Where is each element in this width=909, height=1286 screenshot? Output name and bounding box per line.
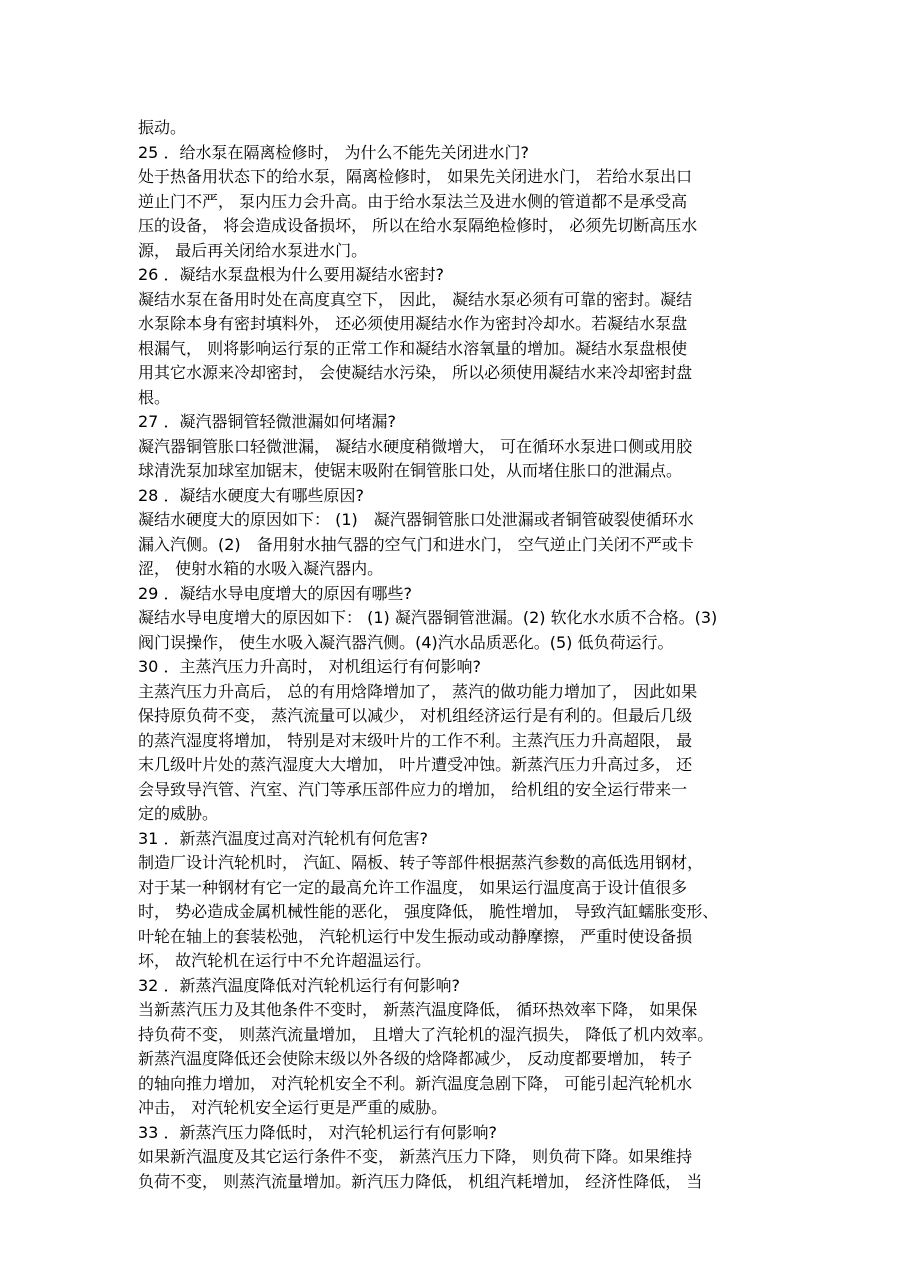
question-heading: 26 ．凝结水泵盘根为什么要用凝结水密封? (138, 265, 444, 284)
text-line: 球清洗泵加球室加锯末，使锯末吸附在铜管胀口处，从而堵住胀口的泄漏点。 (138, 461, 683, 480)
text-line: 凝结水硬度大的原因如下： (1) 凝汽器铜管胀口处泄漏或者铜管破裂使循环水 (138, 510, 694, 529)
question-heading: 28 ．凝结水硬度大有哪些原因? (138, 485, 364, 505)
text-line: 凝汽器铜管胀口轻微泄漏， 凝结水硬度稍微增大， 可在循环水泵进口侧或用胶 (138, 436, 693, 456)
text-line: 主蒸汽压力升高后， 总的有用焓降增加了， 蒸汽的做功能力增加了， 因此如果 (138, 681, 698, 701)
text-line: 末几级叶片处的蒸汽湿度大大增加， 叶片遭受冲蚀。新蒸汽压力升高过多， 还 (138, 755, 693, 774)
question-heading: 29 ．凝结水导电度增大的原因有哪些? (138, 583, 412, 603)
text-line: 时， 势必造成金属机械性能的恶化， 强度降低， 脆性增加， 导致汽缸蠕胀变形、 (138, 902, 719, 921)
question-heading: 27 ．凝汽器铜管轻微泄漏如何堵漏? (138, 412, 396, 431)
text-line: 定的威胁。 (138, 804, 219, 823)
question-heading: 25 ．给水泵在隔离检修时， 为什么不能先关闭进水门? (138, 142, 530, 162)
text-line: 保持原负荷不变， 蒸汽流量可以减少， 对机组经济运行是有利的。但最后几级 (138, 706, 693, 725)
text-line: 制造厂设计汽轮机时， 汽缸、隔板、转子等部件根据蒸汽参数的高低选用钢材， (138, 853, 704, 872)
text-line: 冲击， 对汽轮机安全运行更是严重的威胁。 (138, 1098, 448, 1117)
text-line: 根。 (138, 387, 171, 407)
text-line: 处于热备用状态下的给水泵，隔离检修时， 如果先关闭进水门， 若给水泵出口 (138, 167, 693, 186)
document-page (138, 116, 788, 1194)
text-line: 阀门误操作， 使生水吸入凝汽器汽侧。(4)汽水品质恶化。(5) 低负荷运行。 (138, 632, 674, 652)
text-line: 用其它水源来冷却密封， 会使凝结水污染， 所以必须使用凝结水来冷却密封盘 (138, 363, 693, 382)
question-heading: 31 ．新蒸汽温度过高对汽轮机有何危害? (138, 828, 428, 848)
text-line: 涩， 使射水箱的水吸入凝汽器内。 (138, 559, 384, 578)
text-line: 叶轮在轴上的套装松弛， 汽轮机运行中发生振动或动静摩擦， 严重时使设备损 (138, 926, 693, 946)
text-line: 逆止门不严， 泵内压力会升高。由于给水泵法兰及进水侧的管道都不是承受高 (138, 191, 688, 211)
text-line: 振动。 (138, 118, 187, 137)
text-line: 会导致导汽管、汽室、汽门等承压部件应力的增加， 给机组的安全运行带来一 (138, 779, 688, 799)
text-line: 对于某一种钢材有它一定的最高允许工作温度， 如果运行温度高于设计值很多 (138, 877, 688, 897)
question-heading: 32 ．新蒸汽温度降低对汽轮机运行有何影响? (138, 975, 460, 995)
text-line: 持负荷不变， 则蒸汽流量增加， 且增大了汽轮机的湿汽损失， 降低了机内效率。 (138, 1024, 714, 1044)
text-line: 新蒸汽温度降低还会使除末级以外各级的焓降都减少， 反动度都要增加， 转子 (138, 1049, 693, 1068)
text-line: 如果新汽温度及其它运行条件不变， 新蒸汽压力下降， 则负荷下降。如果维持 (138, 1147, 693, 1166)
text-line: 的蒸汽湿度将增加， 特别是对末级叶片的工作不利。主蒸汽压力升高超限， 最 (138, 730, 693, 750)
question-heading: 30 ．主蒸汽压力升高时， 对机组运行有何影响? (138, 657, 482, 676)
text-line: 坏， 故汽轮机在运行中不允许超温运行。 (138, 951, 432, 970)
text-line: 源， 最后再关闭给水泵进水门。 (138, 240, 368, 260)
text-line: 凝结水导电度增大的原因如下： (1) 凝汽器铜管泄漏。(2) 软化水水质不合格。(3) (138, 608, 718, 627)
text-line: 水泵除本身有密封填料外， 还必须使用凝结水作为密封冷却水。若凝结水泵盘 (138, 314, 688, 333)
text-line: 漏入汽侧。(2) 备用射水抽气器的空气门和进水门， 空气逆止门关闭不严或卡 (138, 534, 694, 554)
question-heading: 33 ．新蒸汽压力降低时， 对汽轮机运行有何影响? (138, 1122, 498, 1142)
text-line: 压的设备， 将会造成设备损坏， 所以在给水泵隔绝检修时， 必须先切断高压水 (138, 216, 698, 235)
text-line: 的轴向推力增加， 对汽轮机安全不利。新汽温度急剧下降， 可能引起汽轮机水 (138, 1073, 693, 1093)
text-line: 凝结水泵在备用时处在高度真空下， 因此， 凝结水泵必须有可靠的密封。凝结 (138, 289, 693, 309)
text-line: 负荷不变， 则蒸汽流量增加。新汽压力降低， 机组汽耗增加， 经济性降低， 当 (138, 1171, 703, 1191)
text-line: 当新蒸汽压力及其他条件不变时， 新蒸汽温度降低， 循环热效率下降， 如果保 (138, 1000, 698, 1019)
text-line: 根漏气， 则将影响运行泵的正常工作和凝结水溶氧量的增加。凝结水泵盘根使 (138, 338, 688, 358)
